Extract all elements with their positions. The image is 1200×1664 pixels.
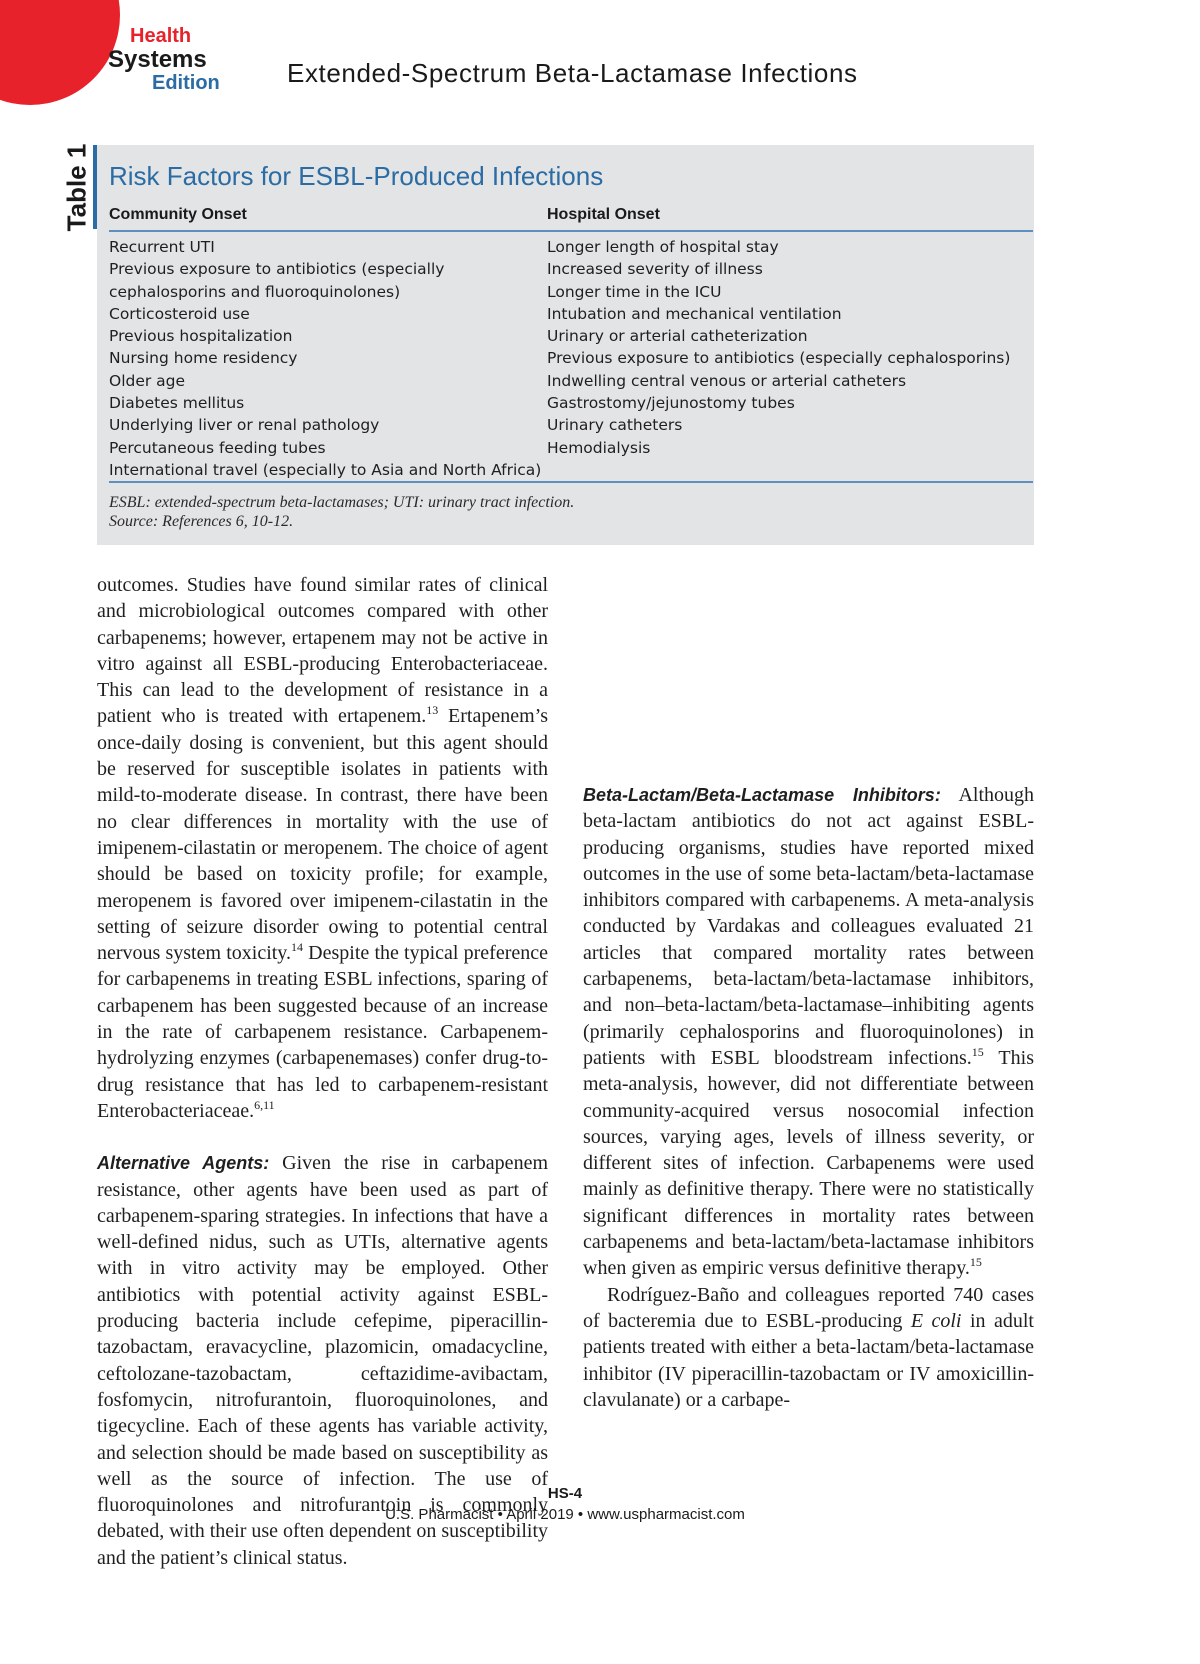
brand-circle — [0, 0, 120, 105]
table-cell: Nursing home residency — [109, 349, 298, 368]
table-cell: Underlying liver or renal pathology — [109, 416, 380, 435]
citation: 15 — [971, 1044, 984, 1059]
body-column-right — [583, 572, 1034, 1413]
table-cell: Previous exposure to antibiotics (especially cephalosporins) — [547, 349, 1011, 368]
footnote-abbreviations: ESBL: extended-spectrum beta-lactamases; UTI: urinary tract infection. — [109, 494, 575, 511]
footer-rule — [109, 481, 1033, 483]
table-cell: Percutaneous feeding tubes — [109, 438, 326, 457]
column-header-community: Community Onset — [109, 206, 247, 223]
table-cell: Indwelling central venous or arterial catheters — [547, 371, 907, 390]
table-cell: Previous exposure to antibiotics (especially — [109, 260, 445, 279]
table-cell: Longer time in the ICU — [547, 282, 722, 301]
table-cell: Intubation and mechanical ventilation — [547, 304, 842, 323]
table-cell: Gastrostomy/jejunostomy tubes — [547, 394, 795, 413]
citation: 15 — [969, 1255, 982, 1270]
citation: 13 — [426, 703, 439, 718]
table-cell: Older age — [109, 371, 186, 390]
table-title: Risk Factors for ESBL-Produced Infections — [109, 161, 604, 191]
page-number: HS-4 — [547, 1485, 583, 1502]
hospital-onset-list — [547, 236, 1010, 459]
header-rule — [109, 230, 1033, 232]
community-onset-list — [109, 236, 541, 481]
table-cell: cephalosporins and fluoroquinolones) — [109, 282, 401, 301]
table-cell: Urinary catheters — [547, 416, 683, 435]
logo-line-2: Systems — [108, 46, 207, 73]
paragraph-alternative-agents: Alternative Agents: Given the rise in carbapenem resistance, other agents have been used as part of carbapenem-sparing strategies. In infections that have a well-defined nidus, such as UTIs, alternative agents with in vitro activity may be employed. Other antibiotics with potential activity against ESBL-producing bacteria include cefepime, piperacillin-tazobactam, eravacycline, plazomicin, omadacycline, ceftolozane-tazobactam, ceftazidime-avibactam, fosfomycin, nitrofurantoin, fluoroquinolones, and tigecycline. Each of these agents has variable activity, and selection should be made based on susceptibility as well as the source of infection. The use of fluoroquinolones and nitrofurantoin is commonly debated, with their use often dependent on susceptibility and the patient’s clinical status. — [97, 1152, 548, 1569]
section-lead: Alternative Agents: — [97, 1153, 270, 1174]
paragraph-carbapenems: outcomes. Studies have found similar rates of clinical and microbiological outcomes compared with other carbapenems; however, ertapenem may not be active in vitro against all ESBL-producing Enterobacteriaceae. This can lead to the development of resistance in a patient who is treated with ertapenem.$^{13}$ Ertapenem’s once-daily dosing is convenient, but this agent should be reserved for susceptible isolates in patients with mild-to-moderate disease. In contrast, there have been no clear differences in mortality with the use of imipenem-cilastatin or meropenem. The choice of agent should be based on toxicity profile; for example, meropenem is favored over imipenem-cilastatin in the setting of seizure disorder owing to potential central nervous system toxicity.$^{14}$ Despite the typical preference for carbapenems in treating ESBL infections, sparing of carbapenem has been suggested because of an increase in the rate of carbapenem resistance. Carbapenem-hydrolyzing enzymes (carbapenemases) confer drug-to-drug resistance that has led to carbapenem-resistant Enterobacteriaceae.$^{6,11}$ — [97, 574, 548, 1122]
logo-line-1: Health — [130, 25, 192, 47]
table-cell: Hemodialysis — [547, 438, 651, 457]
footnote-source: Source: References 6, 10-12. — [109, 513, 294, 530]
edition-logo — [108, 26, 220, 93]
paragraph-rodriguez-bano: Rodríguez-Baño and colleagues reported 740 cases of bacteremia due to ESBL-producing E coli in adult patients treated with either a beta-lactam/beta-lactamase inhibitor (IV piperacillin-tazobactam or IV amoxicillin-clavulanate) or a carbape- — [583, 1283, 1034, 1411]
table-cell: Longer length of hospital stay — [547, 238, 779, 256]
logo-line-3: Edition — [152, 72, 220, 94]
running-header-title: Extended-Spectrum Beta-Lactamase Infections — [287, 58, 858, 88]
table-cell: Urinary or arterial catheterization — [547, 327, 808, 346]
body-column-left — [97, 572, 548, 1571]
table-footnote — [109, 493, 574, 531]
section-lead: Beta-Lactam/Beta-Lactamase Inhibitors: — [583, 785, 941, 805]
table-label: Table 1 — [61, 143, 92, 231]
paragraph-bl-bli: Beta-Lactam/Beta-Lactamase Inhibitors: Although beta-lactam antibiotics do not act against ESBL-producing organisms, studies have reported mixed outcomes in the use of some beta-lactam/beta-lactamase inhibitors compared with carbapenems. A meta-analysis conducted by Vardakas and colleagues evaluated 21 articles that compared mortality rates between carbapenems, beta-lactam/beta-lactamase inhibitors, and non–beta-lactam/beta-lactamase–inhibiting agents (primarily cephalosporins and fluoroquinolones) in patients with ESBL bloodstream infections.$^{15}$ This meta-analysis, however, did not differentiate between community-acquired versus nosocomial infection sources, varying ages, levels of illness severity, or different sites of infection. Carbapenems were used mainly as definitive therapy. There were no statistically significant differences in mortality rates between carbapenems and beta-lactam/beta-lactamase inhibitors when given as empiric versus definitive therapy.$^{15}$ — [583, 784, 1034, 1280]
table-cell: Corticosteroid use — [109, 304, 250, 323]
citation: 14 — [291, 940, 304, 955]
table-cell: Previous hospitalization — [109, 327, 293, 346]
publication-line: U.S. Pharmacist • April 2019 • www.uspharmacist.com — [385, 1506, 745, 1523]
table-cell: Diabetes mellitus — [109, 394, 245, 413]
citation: 6,11 — [254, 1097, 275, 1112]
table-cell: Increased severity of illness — [547, 260, 763, 279]
risk-factors-table — [97, 145, 1034, 545]
column-header-hospital: Hospital Onset — [547, 206, 660, 223]
table-cell: Recurrent UTI — [109, 238, 215, 256]
table-cell: International travel (especially to Asia and North Africa) — [109, 460, 542, 479]
